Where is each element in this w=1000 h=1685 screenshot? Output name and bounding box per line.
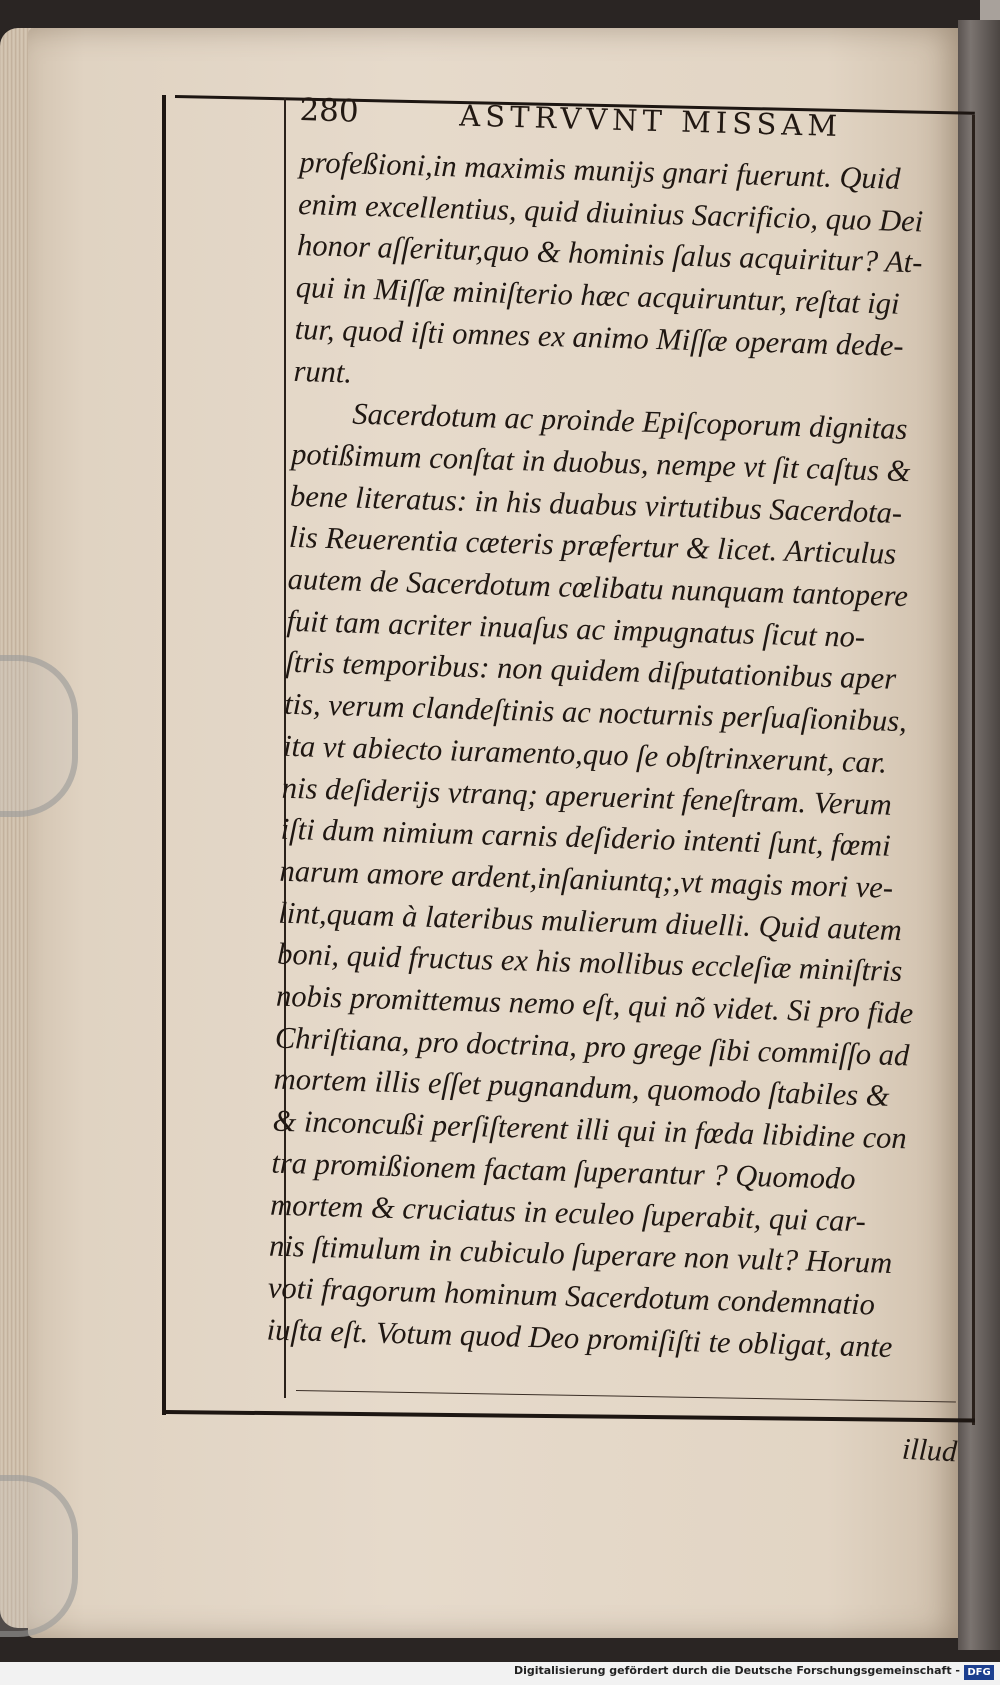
text-line: runt. [293,353,353,390]
text-line: tra promißionem factam ſuperantur ? Quomodo [271,1145,857,1196]
text-line: lis Reuerentia cæteris præfertur & licet. Articulus [288,520,897,572]
text-line: fuit tam acriter inuaſus ac impugnatus ſicut no- [286,603,866,654]
frame-right-rule [972,115,975,1425]
text-line: Chriſtiana, pro doctrina, pro grege ſibi commiſſo ad [274,1020,910,1073]
text-line: honor aſſeritur,quo & hominis ſalus acquiritur? At- [296,228,923,280]
text-line: nis ſtimulum in cubiculo ſuperare non vult? Horum [268,1228,893,1281]
text-line: autem de Sacerdotum cœlibatu nunquam tantopere [287,561,909,614]
text-line: nis deſiderijs vtranq; aperuerint feneſtram. Verum [281,770,893,822]
text-line: tur, quod iſti omnes ex animo Miſſæ operam dede- [294,311,905,363]
body-text [266,142,970,1370]
text-line: tis, verum clandeſtinis ac nocturnis perſuaſionibus, [283,686,908,739]
text-line: Sacerdotum ac proinde Epiſcoporum dignitas [351,396,908,447]
text-line: enim excellentius, quid diuinius Sacrificio, quo Dei [297,186,924,239]
text-line: potißimum conſtat in duobus, nempe vt ſit caſtus & [290,436,911,489]
catchword: illud [901,1432,958,1469]
running-head: ASTRVVNT MISSAM [458,98,843,144]
text-line: nobis promittemus nemo eſt, qui nõ videt. Si pro fide [275,978,914,1031]
page-number: 280 [298,92,360,130]
text-line: narum amore ardent,inſaniuntq;,vt magis mori ve- [279,853,894,905]
text-line: mortem illis eſſet pugnandum, quomodo ſtabiles & [273,1062,890,1114]
text-line: ita vt abiecto iuramento,quo ſe obſtrinxerunt, car. [282,728,888,780]
text-line: ſtris temporibus: non quidem diſputationibus aper [284,645,897,697]
digitization-credit: Digitalisierung gefördert durch die Deutsche Forschungsgemeinschaft - [513,1664,960,1677]
text-line: iuſta eſt. Votum quod Deo promiſiſti te obligat, ante [266,1312,893,1364]
frame-left-rule [162,95,166,1415]
text-line: boni, quid fructus ex his mollibus eccleſiæ miniſtris [276,937,903,989]
text-line: mortem & cruciatus in eculeo ſuperabit, qui car- [269,1187,867,1238]
dfg-logo: DFG [964,1665,994,1680]
text-line: iſti dum nimium carnis deſiderio intenti ſunt, fœmi [280,811,892,864]
text-line: voti fragorum hominum Sacerdotum condemnatio [267,1270,876,1322]
text-line: profeßioni,in maximis munijs gnari fuerunt. Quid [298,144,901,196]
text-line: bene literatus: in his duabus virtutibus Sacerdota- [289,478,903,530]
text-line: qui in Miſſæ miniſterio hæc acquiruntur, reſtat igi [295,270,900,321]
text-line: lint,quam à lateribus mulierum diuelli. Quid autem [278,895,903,947]
text-line: & inconcußi perſiſterent illi qui in fœda libidine con [272,1103,908,1156]
